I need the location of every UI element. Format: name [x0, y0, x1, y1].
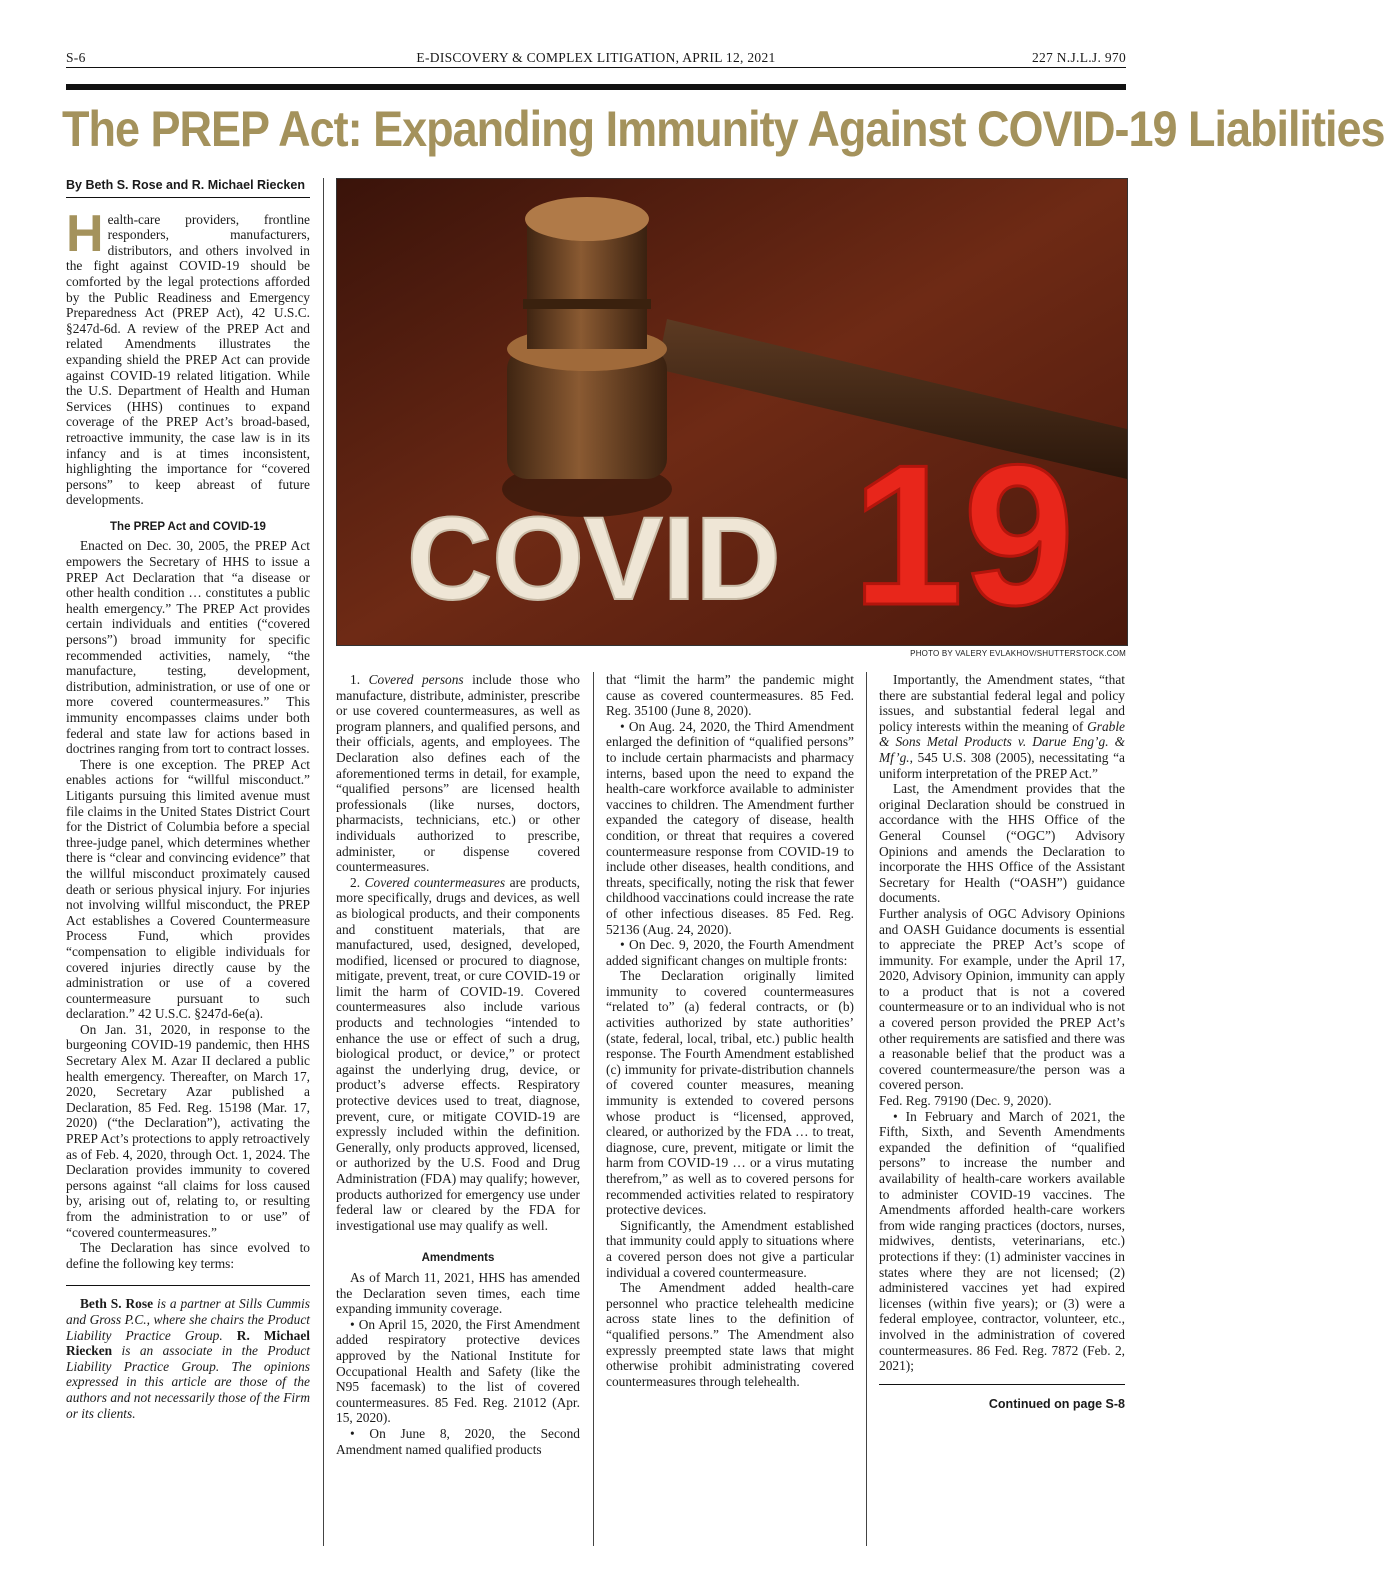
- page-number: S-6: [66, 50, 86, 65]
- column-divider: [323, 178, 324, 1546]
- paragraph: • On Aug. 24, 2020, the Third Amendment enlarged the definition of “qualified persons” to include certain pharmacists and pharmacy interns, based upon the need to expand the health-care workforce available to administer vaccines to children. The Amendment further expanded the category of disease, health condition, or threat that requires a covered countermeasure response from COVID-19 to include other diseases, health conditions, and threats, specifically, noting the risk that fewer childhood vaccinations could increase the rate of other infectious diseases. 85 Fed. Reg. 52136 (Aug. 24, 2020).: [606, 718, 854, 937]
- paragraph: Fed. Reg. 79190 (Dec. 9, 2020).: [879, 1093, 1052, 1109]
- author-name: R. Michael Riecken: [66, 1327, 310, 1359]
- paragraph: Last, the Amendment provides that the original Declaration should be construed in accordance with the HHS Office of the General Counsel (“OGC”) Advisory Opinions and amends the Declaration to incorporate the HHS Office of the Assistant Secretary for Health (“OASH”) guidance documents.: [879, 781, 1125, 906]
- gavel-covid-illustration: [337, 179, 1127, 645]
- case-name: Grable & Sons Metal Products v. Darue Eng’g. & Mf’g.: [879, 718, 1125, 765]
- term: Covered countermeasures: [364, 874, 506, 890]
- paragraph: • On June 8, 2020, the Second Amendment named qualified products: [336, 1425, 580, 1457]
- gavel-cap: [525, 197, 649, 241]
- citation: 227 N.J.L.J. 970: [1031, 50, 1126, 65]
- paragraph: Significantly, the Amendment established that immunity could apply to situations where a covered person does not give a particular individual a covered countermeasure.: [606, 1217, 854, 1280]
- covid-letters: COVID: [407, 493, 781, 625]
- thick-rule: [66, 84, 1126, 90]
- paragraph: On Jan. 31, 2020, in response to the burgeoning COVID-19 pandemic, then HHS Secretary Alex M. Azar II declared a public health emergency. Thereafter, on March 17, 2020, Secretary Azar published a Declaration, 85 Fed. Reg. 15198 (Mar. 17, 2020) (“the Declaration”), activating the PREP Act’s protections to apply retroactively as of Feb. 4, 2020, through Oct. 1, 2024. The Declaration provides immunity to covered persons against “all claims for loss caused by, arising out of, relating to, or resulting from the administration to or use” of “covered countermeasures.”: [66, 1021, 310, 1240]
- article-photo: [336, 178, 1128, 646]
- paragraph: The Declaration originally limited immunity to covered countermeasures “related to” (a) federal contracts, or (b) activities authorized by state authorities’ (state, federal, local, tribal, etc.) public health response. The Fourth Amendment established (c) immunity for private-distribution channels of covered counter measures, meaning immunity is extended to covered persons whose product is “licensed, approved, cleared, or authorized by the FDA … to treat, diagnose, cure, prevent, mitigate or limit the harm from COVID-19 … or a virus mutating therefrom,” as well as to covered persons for recommended activities related to respiratory protective devices.: [606, 968, 854, 1218]
- paragraph: • On April 15, 2020, the First Amendment added respiratory protective devices approved by the National Institute for Occupational Health and Safety (like the N95 facemask) to the list of covered countermeasures. 85 Fed. Reg. 21012 (Apr. 15, 2020).: [336, 1316, 580, 1426]
- paragraph: 2. Covered countermeasures are products, more specifically, drugs and devices, as well as biological products, and their components and constituent materials, that are manufactured, used, designed, developed, modified, licensed or procured to diagnose, mitigate, prevent, treat, or cure COVID-19 or limit the harm of COVID-19. Covered countermeasures also include various products and technologies “intended to enhance the use or effect of such a drug, biological product, or device,” or protect against the underlying drug, device, or product’s adverse effects. Respiratory protective devices used to treat, diagnose, prevent, cure, or mitigate COVID-19 are expressly included within the definition. Generally, only products approved, licensed, or authorized by the U.S. Food and Drug Administration (FDA) may qualify; however, products authorized for emergency use under federal law or cleared by the FDA for investigational use may qualify as well.: [336, 874, 581, 1233]
- section-heading: The PREP Act and COVID-19: [110, 520, 266, 533]
- byline: By Beth S. Rose and R. Michael Riecken: [66, 178, 310, 198]
- paragraph: The Amendment added health-care personnel who practice telehealth medicine across state lines to the definition of “qualified persons.” The Amendment also expressly preempted state laws that might otherwise prohibit administrating covered countermeasures through telehealth.: [606, 1280, 854, 1389]
- column-divider: [593, 672, 594, 1546]
- paragraph: There is one exception. The PREP Act enables actions for “willful misconduct.” Litigants pursuing this limited avenue must file claims in the United States District Court for the District of Columbia before a special three-judge panel, which determines whether there is “clear and convincing evidence” that the willful misconduct proximately caused death or serious physical injury. For injuries not involving willful misconduct, the PREP Act establishes a Covered Countermeasure Process Fund, which provides “compensation to eligible individuals for covered injuries directly cause by the administration or use of a covered countermeasure pursuant to such declaration.” 42 U.S.C. §247d-6e(a).: [66, 756, 310, 1022]
- header-rule: [66, 67, 1126, 68]
- drop-cap: H: [66, 204, 104, 263]
- paragraph: • In February and March of 2021, the Fifth, Sixth, and Seventh Amendments expanded the definition of “qualified persons” to increase the number and availability of health-care workers available to administer COVID-19 vaccines. The Amendments afforded health-care workers from wide ranging practices (doctors, nurses, midwives, dentists, veterinarians, etc.) protections if they: (1) administer vaccines in states where they are not licensed; (2) administered vaccines yet had expired licenses (within five years); or (3) were a federal employee, contractor, volunteer, etc., involved in the administration of covered countermeasures. 86 Fed. Reg. 7872 (Feb. 2, 2021);: [879, 1108, 1125, 1374]
- author-bio: Beth S. Rose is a partner at Sills Cummis and Gross P.C., where she chairs the Product Liability Practice Group. R. Michael Riecken is an associate in the Product Liability Practice Group. The opinions expressed in this article are those of the authors and not necessarily those of the Firm or its clients.: [66, 1285, 310, 1421]
- column-3: [606, 672, 854, 1389]
- author-name: Beth S. Rose: [80, 1296, 154, 1312]
- intro-paragraph: Health-care providers, frontline responders, manufacturers, distributors, and others involved in the fight against COVID-19 should be comforted by the legal protections afforded by the Public Readiness and Emergency Preparedness Act (PREP Act), 42 U.S.C. §247d-6d. A review of the PREP Act and related Amendments illustrates the expanding shield the PREP Act can provide against COVID-19 related litigation. While the U.S. Department of Health and Human Services (HHS) continues to expand coverage of the PREP Act’s broad-based, retroactive immunity, the case law is in its infancy and is at times inconsistent, highlighting the importance for “covered persons” to keep abreast of future developments.: [66, 204, 310, 508]
- paragraph: 1. Covered persons include those who manufacture, distribute, administer, prescribe or use covered countermeasures, as well as program planners, and qualified persons, and their officials, agents, and employees. The Declaration also defines each of the aforementioned terms in detail, for example, “qualified persons” are licensed health professionals (like nurses, doctors, pharmacists, technicians, etc.) or other individuals authorized to prescribe, administer, or dispense covered countermeasures.: [336, 672, 580, 875]
- paragraph: The Declaration has since evolved to define the following key terms:: [66, 1240, 310, 1271]
- paragraph: Importantly, the Amendment states, “that there are substantial federal legal and policy issues, and substantial federal legal and policy interests within the meaning of Grable & Sons Metal Products v. Darue Eng’g. & Mf’g., 545 U.S. 308 (2005), necessitating “a uniform interpretation of the PREP Act.”: [879, 672, 1125, 781]
- column-1: [66, 178, 310, 1421]
- nineteen-numerals: 19: [852, 424, 1075, 647]
- column-4: [879, 672, 1125, 1412]
- section-title: E-DISCOVERY & COMPLEX LITIGATION, APRIL 12, 2021: [416, 50, 776, 65]
- term: Covered persons: [368, 672, 464, 687]
- column-divider: [866, 672, 867, 1546]
- paragraph: Enacted on Dec. 30, 2005, the PREP Act empowers the Secretary of HHS to issue a PREP Act Declaration that “a disease or other health condition … constitutes a public health emergency.” The PREP Act provides certain individuals and entities (“covered persons”) broad immunity for specific recommended activities, namely, “the manufacture, testing, development, distribution, administration, or use of one or more covered countermeasures.” This immunity encompasses claims under both federal and state law for actions based in doctrines ranging from tort to contract losses.: [66, 538, 310, 757]
- paragraph: As of March 11, 2021, HHS has amended the Declaration seven times, each time expanding immunity coverage.: [336, 1269, 580, 1317]
- headline: The PREP Act: Expanding Immunity Against COVID-19 Liabilities: [62, 100, 1385, 158]
- pull-quote: Further analysis of OGC Advisory Opinions and OASH Guidance documents is essential to appreciate the PREP Act’s scope of immunity. For example, under the April 17, 2020, Advisory Opinion, immunity can apply to a product that is not a covered countermeasure or to an individual who is not a covered person provided the PREP Act’s other requirements are satisfied and there was a reasonable belief that the product was a covered countermeasure/the person was a covered person.: [879, 905, 1125, 1093]
- photo-credit: PHOTO BY VALERY EVLAKHOV/SHUTTERSTOCK.COM: [910, 649, 1126, 658]
- paragraph: • On Dec. 9, 2020, the Fourth Amendment added significant changes on multiple fronts:: [606, 937, 854, 968]
- section-heading: Amendments: [421, 1252, 495, 1265]
- paragraph: that “limit the harm” the pandemic might cause as covered countermeasures. 85 Fed. Reg. 35100 (June 8, 2020).: [606, 672, 854, 719]
- continued-note: Continued on page S-8: [879, 1384, 1125, 1413]
- column-2: [336, 672, 580, 1457]
